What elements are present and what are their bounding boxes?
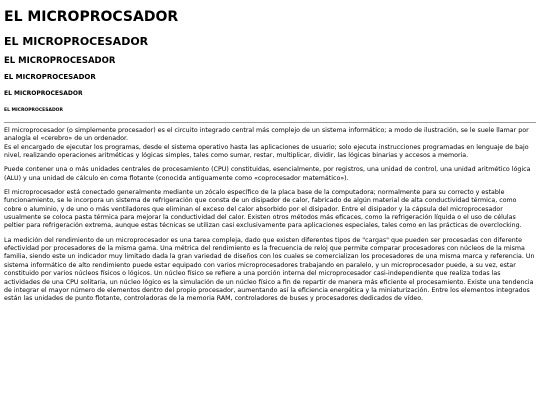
heading-level-6: EL MICROPROCESADOR: [4, 108, 63, 113]
paragraph-performance: La medición del rendimiento de un microprocesador es una tarea compleja, dado que existen diferentes tipos de "cargas" que pueden ser procesadas con diferente efectividad por procesadores de la misma gama. Una métrica del rendimiento es la frecuencia de reloj que permite comparar procesadores con núcleos de la misma familia, siendo este un indicador muy limitado dada la gran variedad de diseños con los cuales se comercializan los procesadores de una misma marca y referencia. Un sistema informático de alto rendimiento puede estar equipado con varios microprocesadores trabajando en paralelo, y un microprocesador puede, a su vez, estar constituido por varios núcleos físicos o lógicos. Un núcleo físico se refiere a una porción interna del microprocesador casi-independiente que realiza todas las actividades de una CPU solitaria, un núcleo lógico es la simulación de un núcleo físico a fin de repartir de manera más eficiente el procesamiento. Existe una tendencia de integrar el mayor número de elementos dentro del propio procesador, aumentando así la eficiencia energética y la miniaturización. Entre los elementos integrados están las unidades de punto flotante, controladoras de la memoria RAM, controladores de buses y procesadores dedicados de vídeo.: [4, 236, 535, 303]
heading-level-4: EL MICROPROCESADOR: [4, 73, 96, 81]
heading-level-5: EL MICROPROCESADOR: [4, 90, 83, 97]
article-body: [4, 127, 536, 310]
paragraph-intro-line-2: Es el encargado de ejecutar los programas, desde el sistema operativo hasta las aplicaciones de usuario; solo ejecuta instrucciones programadas en lenguaje de bajo nivel, realizando operaciones aritméticas y lógicas simples, tales como sumar, restar, multiplicar, dividir, las lógicas binarias y accesos a memoria.: [4, 143, 529, 160]
paragraph-intro-line-1: El microprocesador (o simplemente procesador) es el circuito integrado central más complejo de un sistema informático; a modo de ilustración, se le suele llamar por analogía el «cerebro» de un ordenador.: [4, 127, 529, 143]
heading-level-2: EL MICROPROCESADOR: [4, 35, 149, 48]
paragraph-intro: [4, 127, 536, 160]
heading-level-3: EL MICROPROCESADOR: [4, 56, 116, 66]
paragraph-cooling: El microprocesador está conectado generalmente mediante un zócalo específico de la placa base de la computadora; normalmente para su correcto y estable funcionamiento, se le incorpora un sistema de refrigeración que consta de un disipador de calor, fabricado de algún material de alta conductividad térmica, como cobre o aluminio, y de uno o más ventiladores que eliminan el exceso del calor absorbido por el disipador. Entre el disipador y la cápsula del microprocesador usualmente se coloca pasta térmica para mejorar la conductividad del calor. Existen otros métodos más eficaces, como la refrigeración líquida o el uso de células peltier para refrigeración extrema, aunque estas técnicas se utilizan casi exclusivamente para aplicaciones especiales, tales como en las prácticas de overclocking.: [4, 189, 522, 230]
heading-level-1: EL MICROPROCSADOR: [4, 9, 179, 25]
paragraph-cpu-units: Puede contener una o más unidades centrales de procesamiento (CPU) constituidas, esencialmente, por registros, una unidad de control, una unidad aritmético lógica (ALU) y una unidad de cálculo en coma flotante (conocida antiguamente como «coprocesador matemático»).: [4, 166, 531, 182]
horizontal-rule: [4, 122, 536, 123]
